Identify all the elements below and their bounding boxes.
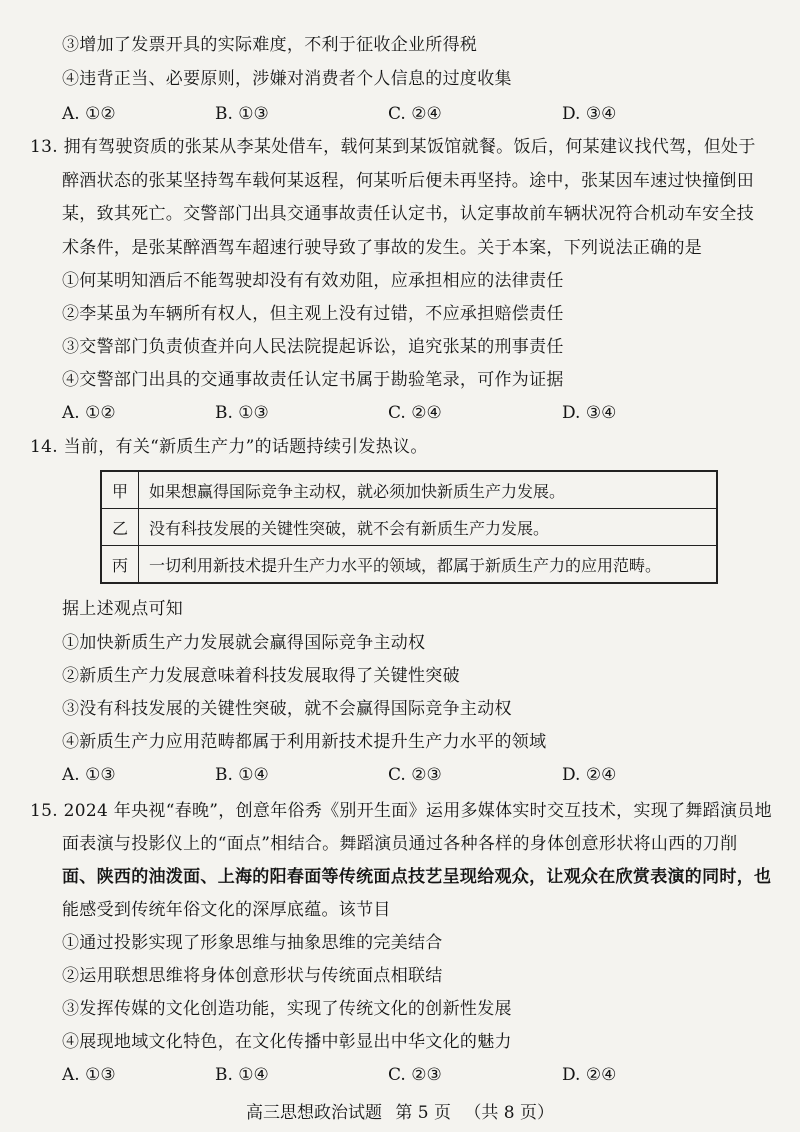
- q14-item-2: ②新质生产力发展意味着科技发展取得了关键性突破: [62, 666, 460, 686]
- q14-viewpoint-table: [100, 470, 718, 584]
- q13-stem-line: 13. 拥有驾驶资质的张某从李某处借车，载何某到某饭馆就餐。饭后，何某建议找代驾，但处于: [30, 137, 756, 157]
- page-footer: [0, 1098, 800, 1123]
- q14-item-3: ③没有科技发展的关键性突破，就不会赢得国际竞争主动权: [62, 699, 512, 719]
- q14-option-b: B. ①④: [215, 765, 269, 785]
- q13-option-d: D. ③④: [562, 403, 617, 423]
- q15-stem-line: 面、陕西的油泼面、上海的阳春面等传统面点技艺呈现给观众，让观众在欣赏表演的同时，也: [62, 867, 772, 887]
- q13-option-a: A. ①②: [62, 403, 116, 423]
- q14-option-c: C. ②③: [388, 765, 442, 785]
- q15-stem-line: 能感受到传统年俗文化的深厚底蕴。该节目: [62, 900, 391, 920]
- q13-item-2: ②李某虽为车辆所有权人，但主观上没有过错，不应承担赔偿责任: [62, 304, 564, 324]
- q14-option-d: D. ②④: [562, 765, 617, 785]
- q14-item-4: ④新质生产力应用范畴都属于利用新技术提升生产力水平的领域: [62, 732, 547, 752]
- table-row: [101, 509, 717, 546]
- q14-option-a: A. ①③: [62, 765, 116, 785]
- q13-stem-line: 醉酒状态的张某坚持驾车载何某返程，何某听后便未再坚持。途中，张某因车速过快撞倒田: [62, 171, 754, 191]
- q15-option-d: D. ②④: [562, 1065, 617, 1085]
- q14-lead: 据上述观点可知: [62, 599, 184, 619]
- q13-item-1: ①何某明知酒后不能驾驶却没有有效劝阻，应承担相应的法律责任: [62, 271, 564, 291]
- q15-option-b: B. ①④: [215, 1065, 269, 1085]
- q12-option-b: B. ①③: [215, 104, 269, 124]
- q12-item-4: ④违背正当、必要原则，涉嫌对消费者个人信息的过度收集: [62, 69, 512, 89]
- table-row: [101, 471, 717, 509]
- footer-subject: 高三思想政治试题: [245, 1103, 382, 1123]
- q15-item-4: ④展现地域文化特色，在文化传播中彰显出中华文化的魅力: [62, 1032, 512, 1052]
- q12-option-c: C. ②④: [388, 104, 442, 124]
- q12-item-3: ③增加了发票开具的实际难度，不利于征收企业所得税: [62, 35, 478, 55]
- q13-option-b: B. ①③: [215, 403, 269, 423]
- viewpoint-text: 如果想赢得国际竞争主动权，就必须加快新质生产力发展。: [139, 471, 718, 509]
- q13-option-c: C. ②④: [388, 403, 442, 423]
- viewpoint-text: 没有科技发展的关键性突破，就不会有新质生产力发展。: [139, 509, 718, 546]
- q15-stem-line: 15. 2024 年央视“春晚”，创意年俗秀《别开生面》运用多媒体实时交互技术，实现了舞蹈演员地: [30, 801, 772, 821]
- q13-stem-line: 术条件，是张某醉酒驾车超速行驶导致了事故的发生。关于本案，下列说法正确的是: [62, 238, 703, 258]
- q15-option-c: C. ②③: [388, 1065, 442, 1085]
- q12-option-a: A. ①②: [62, 104, 116, 124]
- viewpoint-key: 乙: [101, 509, 139, 546]
- q14-item-1: ①加快新质生产力发展就会赢得国际竞争主动权: [62, 633, 426, 653]
- q13-stem-line: 某，致其死亡。交警部门出具交通事故责任认定书，认定事故前车辆状况符合机动车安全技: [62, 204, 754, 224]
- table-row: [101, 546, 717, 584]
- q15-item-3: ③发挥传媒的文化创造功能，实现了传统文化的创新性发展: [62, 999, 512, 1019]
- footer-total-pages: （共 8 页）: [464, 1103, 555, 1123]
- viewpoint-key: 丙: [101, 546, 139, 584]
- q14-stem: 14. 当前，有关“新质生产力”的话题持续引发热议。: [30, 437, 428, 457]
- q13-item-4: ④交警部门出具的交通事故责任认定书属于勘验笔录，可作为证据: [62, 370, 564, 390]
- q13-item-3: ③交警部门负责侦查并向人民法院提起诉讼，追究张某的刑事责任: [62, 337, 564, 357]
- footer-page-number: 第 5 页: [395, 1103, 451, 1123]
- q15-option-a: A. ①③: [62, 1065, 116, 1085]
- q15-item-1: ①通过投影实现了形象思维与抽象思维的完美结合: [62, 933, 443, 953]
- q12-option-d: D. ③④: [562, 104, 617, 124]
- q15-item-2: ②运用联想思维将身体创意形状与传统面点相联结: [62, 966, 443, 986]
- viewpoint-text: 一切利用新技术提升生产力水平的领域，都属于新质生产力的应用范畴。: [139, 546, 718, 584]
- q15-stem-line: 面表演与投影仪上的“面点”相结合。舞蹈演员通过各种各样的身体创意形状将山西的刀削: [62, 834, 738, 854]
- viewpoint-key: 甲: [101, 471, 139, 509]
